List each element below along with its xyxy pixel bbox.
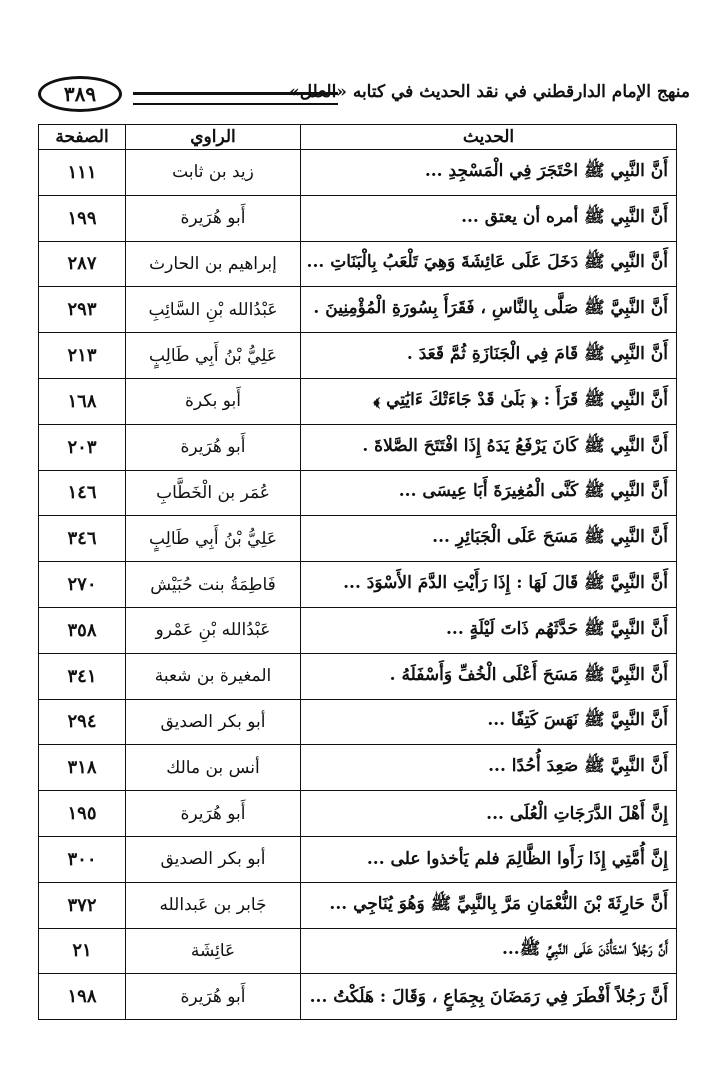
page-cell: ٢٨٧ [39, 241, 126, 287]
hadith-cell: أَنَّ رَجُلاً أَفْطَرَ فِي رَمَضَانَ بِجِمَاعٍ ، وَقَالَ : هَلَكْتُ ... [301, 974, 677, 1020]
page-cell: ٣٥٨ [39, 607, 126, 653]
rawi-cell: أبو بكر الصديق [126, 836, 301, 882]
rawi-cell: أَبو هُرَيرة [126, 195, 301, 241]
page-cell: ١٩٥ [39, 791, 126, 837]
table-row [39, 333, 677, 379]
page-cell: ١١١ [39, 150, 126, 196]
table-row [39, 882, 677, 928]
hadith-cell: أَنَّ النَّبِيَّ ﷺ صَلَّى بِالنَّاسِ ، فَقَرَأَ بِسُورَةِ الْمُؤْمِنِينَ . [301, 287, 677, 333]
rawi-cell: فَاطِمَةُ بنت حُبَيْش [126, 562, 301, 608]
table-row [39, 516, 677, 562]
page-cell: ٢٧٠ [39, 562, 126, 608]
page-cell: ٣٤١ [39, 653, 126, 699]
rawi-cell: أَبو بكرة [126, 378, 301, 424]
hadith-cell: أَنَّ النَّبِيَّ ﷺ نَهَسَ كَتِفًا ... [301, 699, 677, 745]
hadith-cell: أَنَّ النَّبِي ﷺ قَرَأَ : ﴿ بَلَىٰ قَدْ جَاءَتْكَ ءَايَٰتِي ﴾ [301, 378, 677, 424]
rawi-cell: أَبو هُرَيرة [126, 424, 301, 470]
page-cell: ٣٠٠ [39, 836, 126, 882]
hadith-cell: أَنَّ رَجُلاً اسْتَأْذَنَ عَلَى النَّبِيِّ ﷺ... [301, 928, 677, 974]
rawi-cell: زيد بن ثابت [126, 150, 301, 196]
rawi-cell: أنس بن مالك [126, 745, 301, 791]
column-header-rawi: الراوي [126, 125, 301, 150]
table-row [39, 974, 677, 1020]
hadith-cell: أَنَّ النَّبِي ﷺ كَنَّى الْمُغِيرَةَ أَبَا عِيسَى ... [301, 470, 677, 516]
hadith-cell: أَنَّ النَّبِي ﷺ كَانَ يَرْفَعُ يَدَهُ إِذَا افْتَتَحَ الصَّلاةَ . [301, 424, 677, 470]
hadith-cell: أَنَّ النَّبِيَّ ﷺ قَالَ لَهَا : إِذَا رَأَيْتِ الدَّمَ الأَسْوَدَ ... [301, 562, 677, 608]
hadith-cell: أَنَّ النَّبِي ﷺ أمره أن يعتق ... [301, 195, 677, 241]
rawi-cell: عَائِشَة [126, 928, 301, 974]
table-row [39, 791, 677, 837]
table-row [39, 378, 677, 424]
page-cell: ٢٩٣ [39, 287, 126, 333]
hadith-index-table [38, 124, 677, 1020]
rawi-cell: أَبو هُرَيرة [126, 791, 301, 837]
table-header-row [39, 125, 677, 150]
page-cell: ٢١ [39, 928, 126, 974]
hadith-cell: أَنَّ النَّبِي ﷺ مَسَحَ عَلَى الْجَبَائِرِ ... [301, 516, 677, 562]
rawi-cell: عَلِيُّ بْنُ أَبِي طَالِبٍ [126, 516, 301, 562]
rawi-cell: المغيرة بن شعبة [126, 653, 301, 699]
rawi-cell: جَابر بن عَبدالله [126, 882, 301, 928]
table-row [39, 745, 677, 791]
page-cell: ١٩٩ [39, 195, 126, 241]
hadith-cell: أَنَّ النَّبِي ﷺ دَخَلَ عَلَى عَائِشَةَ وَهِيَ تَلْعَبُ بِالْبَنَاتِ ... [301, 241, 677, 287]
table-row [39, 287, 677, 333]
page-cell: ٣٤٦ [39, 516, 126, 562]
table-row [39, 928, 677, 974]
hadith-cell: إِنَّ أَهْلَ الدَّرَجَاتِ الْعُلَى ... [301, 791, 677, 837]
table-row [39, 653, 677, 699]
running-title: منهج الإمام الدارقطني في نقد الحديث في كتابه «العلل» [289, 82, 690, 102]
table-row [39, 470, 677, 516]
page-cell: ١٩٨ [39, 974, 126, 1020]
table-row [39, 836, 677, 882]
page-cell: ٢١٣ [39, 333, 126, 379]
table-row [39, 562, 677, 608]
rawi-cell: إبراهيم بن الحارث [126, 241, 301, 287]
column-header-page: الصفحة [39, 125, 126, 150]
hadith-cell: إِنَّ أُمَّتِي إِذَا رَأَوا الظَّالِمَ فلم يَأخذوا على ... [301, 836, 677, 882]
table-row [39, 424, 677, 470]
table-row [39, 195, 677, 241]
hadith-cell: أَنَّ النَّبِي ﷺ قَامَ فِي الْجَنَازَةِ ثُمَّ قَعَدَ . [301, 333, 677, 379]
table-row [39, 150, 677, 196]
hadith-cell: أَنَّ حَارِثَةَ بْنَ النُّعْمَانِ مَرَّ بِالنَّبِيِّ ﷺ وَهُوَ يُنَاجِي ... [301, 882, 677, 928]
rawi-cell: عَلِيُّ بْنُ أَبِي طَالِبٍ [126, 333, 301, 379]
page-cell: ٣٧٢ [39, 882, 126, 928]
table-row [39, 241, 677, 287]
page-cell: ٢٩٤ [39, 699, 126, 745]
rawi-cell: أَبو هُرَيرة [126, 974, 301, 1020]
hadith-cell: أَنَّ النَّبِي ﷺ احْتَجَرَ فِي الْمَسْجِدِ ... [301, 150, 677, 196]
table-row [39, 607, 677, 653]
rawi-cell: أبو بكر الصديق [126, 699, 301, 745]
page-cell: ١٦٨ [39, 378, 126, 424]
header-rule [133, 92, 338, 105]
hadith-cell: أَنَّ النَّبِيَّ ﷺ مَسَحَ أَعْلَى الْخُفِّ وَأَسْفَلَهُ . [301, 653, 677, 699]
page-cell: ١٤٦ [39, 470, 126, 516]
table-row [39, 699, 677, 745]
rawi-cell: عَبْدُالله بْنِ السَّائِبِ [126, 287, 301, 333]
page-header [38, 72, 690, 122]
hadith-cell: أَنَّ النَّبِيَّ ﷺ حَدَّثَهُم ذَاتَ لَيْلَةٍ ... [301, 607, 677, 653]
page-cell: ٣١٨ [39, 745, 126, 791]
page-cell: ٢٠٣ [39, 424, 126, 470]
rawi-cell: عَبْدُالله بْنِ عَمْرو [126, 607, 301, 653]
page-number: ٣٨٩ [38, 76, 122, 112]
column-header-hadith: الحديث [301, 125, 677, 150]
hadith-cell: أَنَّ النَّبِيَّ ﷺ صَعِدَ أُحُدًا ... [301, 745, 677, 791]
rawi-cell: عُمَر بن الْخَطَّابِ [126, 470, 301, 516]
